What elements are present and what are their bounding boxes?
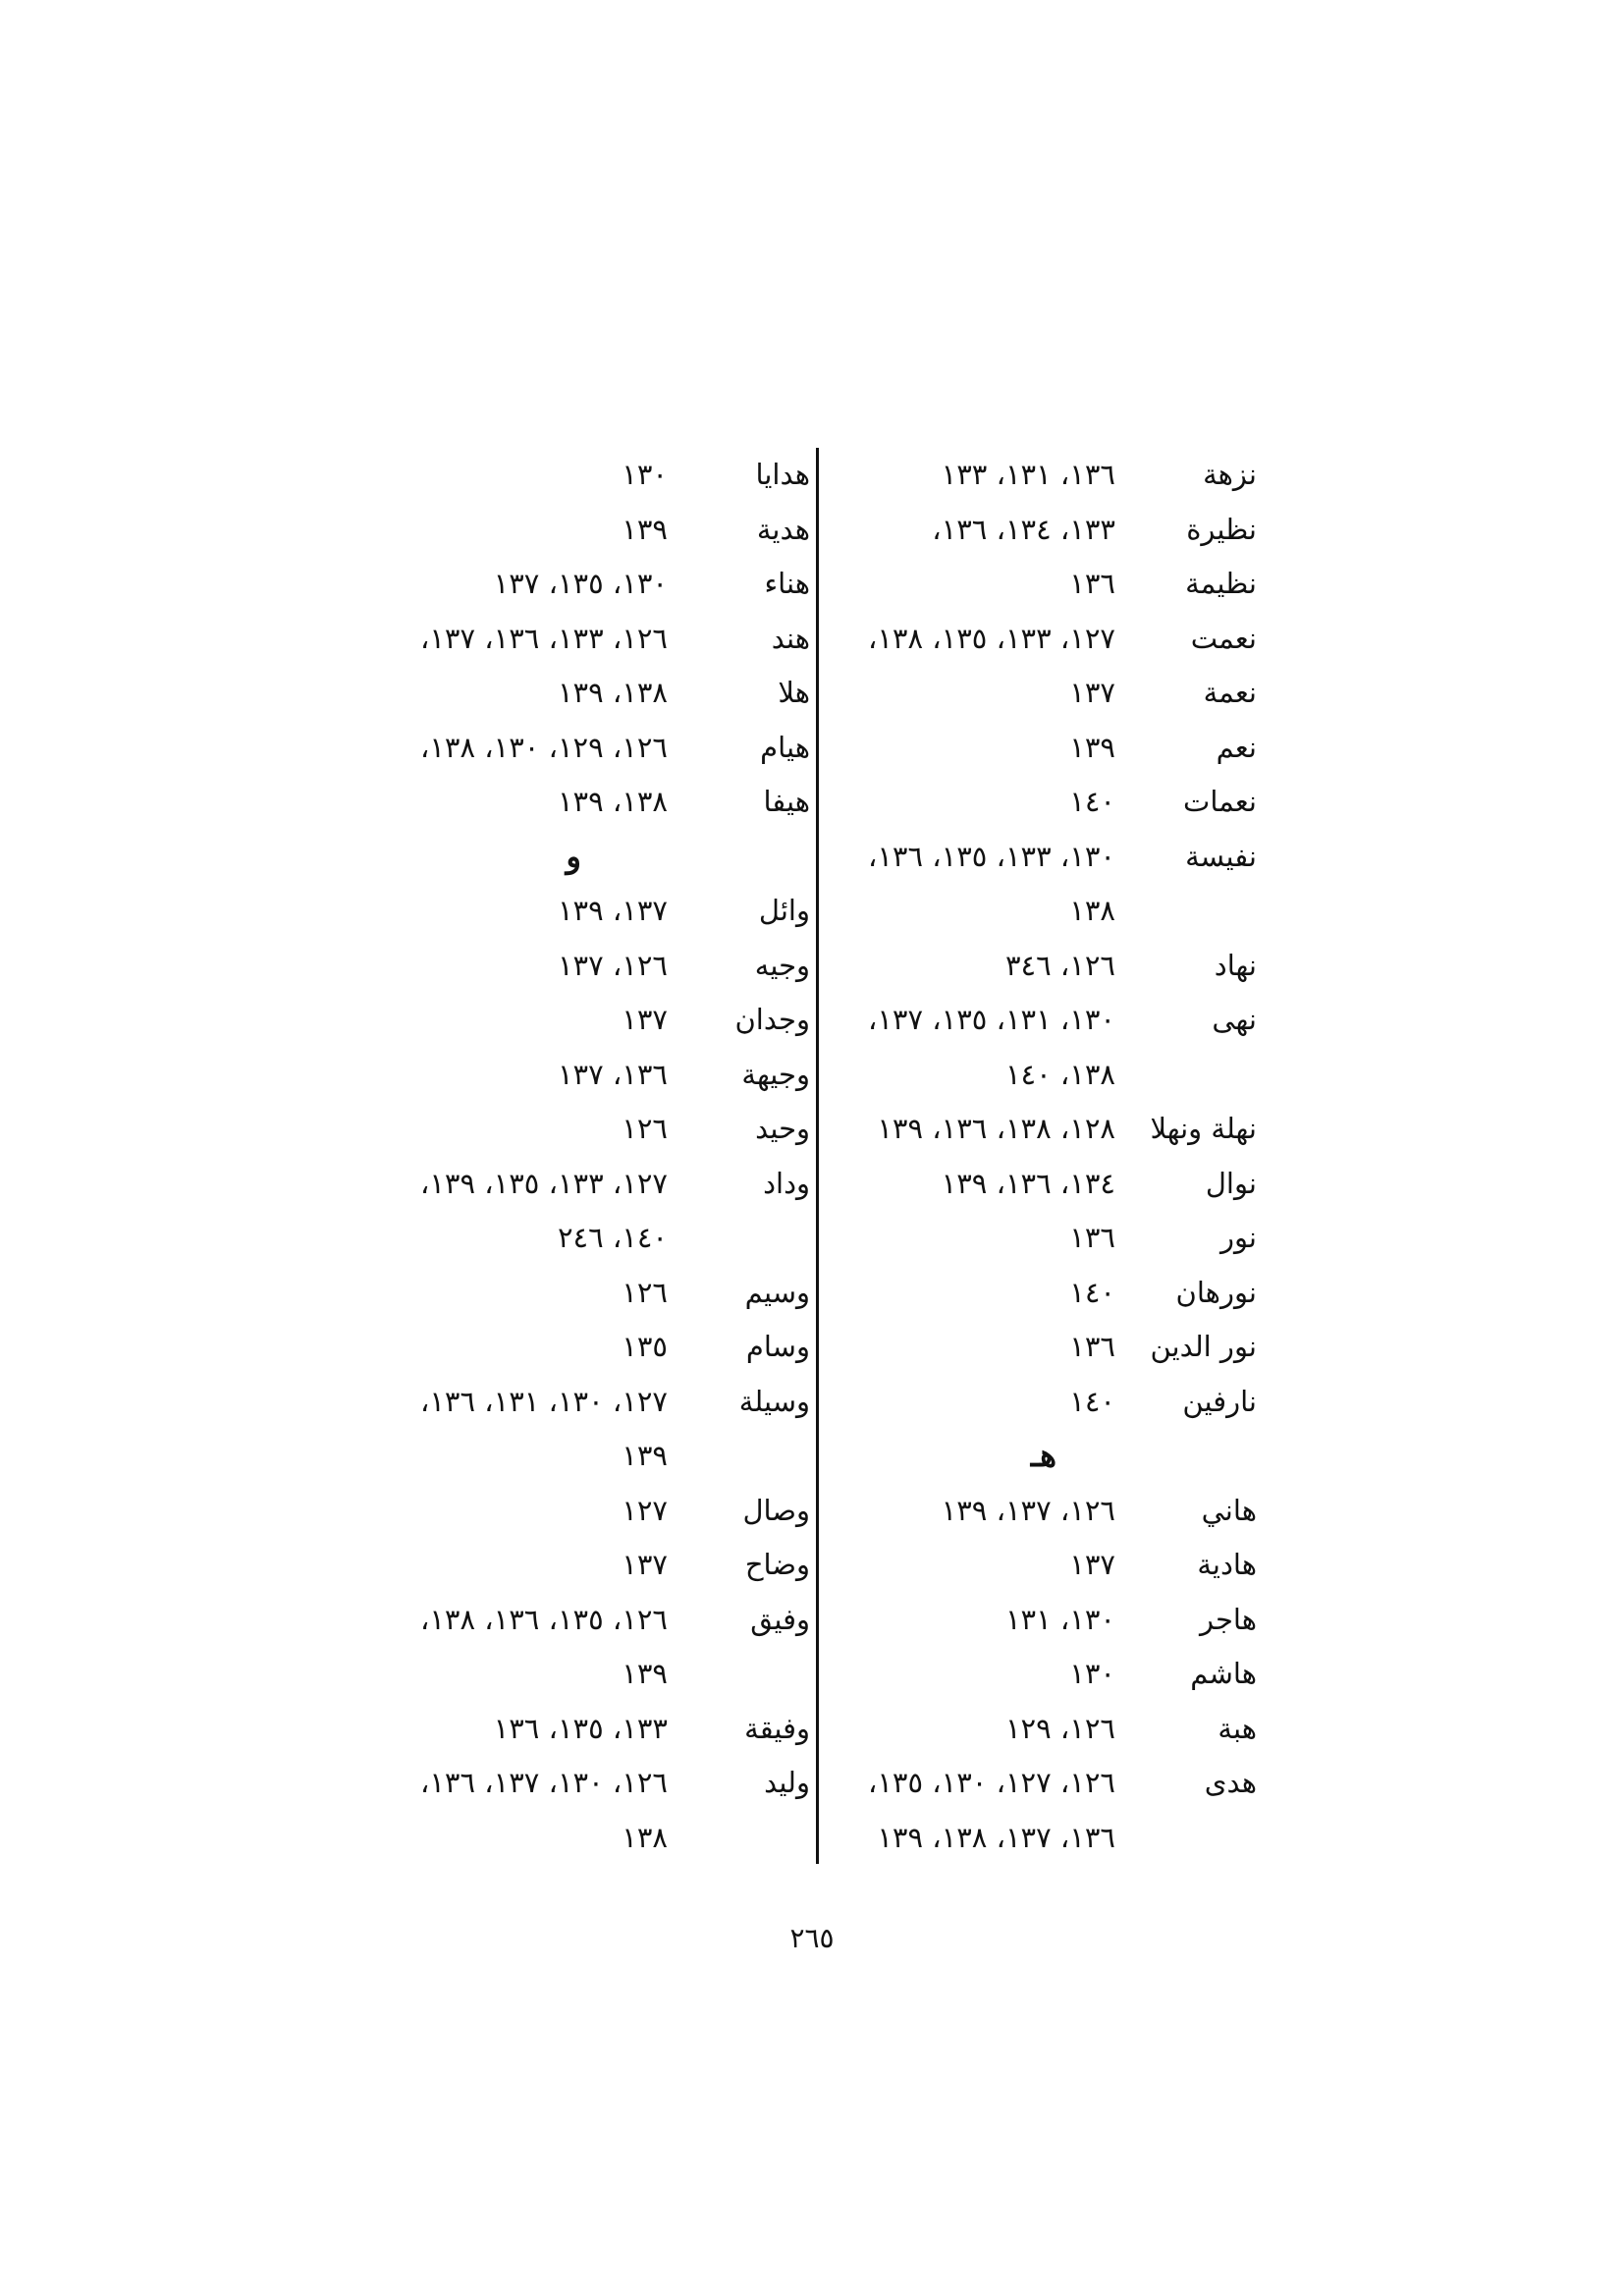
entry-name: هاني <box>1201 1493 1257 1527</box>
entry-name: نهى <box>1212 1003 1257 1036</box>
entry-name: هيفا <box>763 785 810 818</box>
letter-heading <box>844 1429 1257 1484</box>
entry-pages: ١٢٦ <box>622 1112 668 1145</box>
entry-pages: ١٣٠، ١٣٥، ١٣٧ <box>493 567 668 600</box>
index-entry <box>368 884 810 939</box>
entry-name: وليد <box>764 1766 810 1799</box>
entry-pages: ١٣٧ <box>622 1548 668 1581</box>
index-entry <box>844 1811 1257 1866</box>
entry-pages: ١٣٩ <box>622 1657 668 1690</box>
entry-name: هبة <box>1218 1711 1257 1745</box>
entry-name: نوال <box>1205 1166 1257 1200</box>
entry-pages: ١٣٠ <box>622 458 668 491</box>
entry-pages: ١٣٧، ١٣٩ <box>557 894 668 927</box>
entry-pages: ١٢٦، ١٣٧، ١٣٩ <box>941 1493 1115 1527</box>
entry-name: وصال <box>742 1493 810 1527</box>
index-entry <box>844 1266 1257 1321</box>
index-entry <box>844 1702 1257 1757</box>
entry-name: هدية <box>756 512 810 546</box>
index-entry <box>368 1756 810 1811</box>
entry-pages: ١٤٠، ٢٤٦ <box>557 1221 668 1254</box>
index-entry <box>368 1538 810 1593</box>
index-entry <box>368 1593 810 1648</box>
index-entry <box>368 993 810 1048</box>
index-entry <box>368 1157 810 1212</box>
entry-name: هادية <box>1197 1548 1257 1581</box>
index-entry <box>844 557 1257 612</box>
entry-pages: ١٢٧، ١٣٣، ١٣٥، ١٣٨، <box>867 621 1115 655</box>
index-entry <box>844 1647 1257 1702</box>
entry-pages: ١٢٦، ١٣٠، ١٣٧، ١٣٦، <box>419 1766 668 1799</box>
entry-pages: ١٢٦، ١٢٩ <box>1004 1711 1115 1745</box>
index-entry <box>368 503 810 558</box>
index-entry <box>844 1538 1257 1593</box>
index-entry <box>368 557 810 612</box>
entry-pages: ١٣٠، ١٣٣، ١٣٥، ١٣٦، <box>867 839 1115 873</box>
index-entry <box>368 775 810 830</box>
index-entry <box>844 1756 1257 1811</box>
entry-pages: ١٣٥ <box>622 1330 668 1363</box>
entry-name: وجيهة <box>741 1057 810 1091</box>
entry-name: نظيرة <box>1186 512 1257 546</box>
entry-name: هاشم <box>1190 1657 1257 1690</box>
entry-name: هلا <box>778 676 810 709</box>
index-entry <box>368 1375 810 1430</box>
entry-name: نعم <box>1216 730 1257 764</box>
letter-heading <box>368 830 810 885</box>
entry-pages: ١٣٣، ١٣٤، ١٣٦، <box>932 512 1115 546</box>
entry-pages: ١٤٠ <box>1069 785 1115 818</box>
entry-pages: ١٢٧، ١٣٣، ١٣٥، ١٣٩، <box>419 1166 668 1200</box>
index-entry <box>844 775 1257 830</box>
index-entry <box>844 503 1257 558</box>
index-entry <box>844 939 1257 994</box>
entry-pages: ١٣٨، ١٤٠ <box>1004 1057 1115 1091</box>
entry-name: نعمت <box>1190 621 1257 655</box>
index-entry <box>368 1102 810 1157</box>
entry-name: هاجر <box>1199 1602 1257 1636</box>
entry-pages: ١٣٩ <box>622 512 668 546</box>
index-entry <box>368 612 810 667</box>
entry-pages: ١٣٦، ١٣٧، ١٣٨، ١٣٩ <box>877 1820 1115 1854</box>
entry-pages: ١٣٠، ١٣١ <box>1004 1602 1115 1636</box>
entry-name: وضاح <box>744 1548 810 1581</box>
entry-name: هدى <box>1204 1766 1257 1799</box>
index-entry <box>844 884 1257 939</box>
entry-pages: ١٢٨، ١٣٨، ١٣٦، ١٣٩ <box>877 1112 1115 1145</box>
index-entry <box>844 1593 1257 1648</box>
index-entry <box>368 666 810 721</box>
column-divider <box>816 448 819 1864</box>
entry-pages: ١٢٦، ٣٤٦ <box>1004 948 1115 982</box>
index-entry <box>844 721 1257 776</box>
index-entry <box>844 666 1257 721</box>
entry-pages: ١٣٨ <box>622 1820 668 1854</box>
entry-name: وسام <box>745 1330 810 1363</box>
entry-pages: ١٣٠ <box>1069 1657 1115 1690</box>
letter-heading-text: و <box>566 837 581 875</box>
entry-name: نارفين <box>1182 1384 1257 1418</box>
entry-pages: ١٢٧ <box>622 1493 668 1527</box>
entry-pages: ١٢٦، ١٣٥، ١٣٦، ١٣٨، <box>419 1602 668 1636</box>
entry-pages: ١٤٠ <box>1069 1275 1115 1309</box>
entry-pages: ١٣٣، ١٣٥، ١٣٦ <box>493 1711 668 1745</box>
index-entry <box>844 1484 1257 1539</box>
page-number: ٢٦٥ <box>789 1922 835 1954</box>
entry-pages: ١٢٦ <box>622 1275 668 1309</box>
index-entry <box>368 721 810 776</box>
index-entry <box>368 939 810 994</box>
entry-name: وسيلة <box>738 1384 810 1418</box>
entry-pages: ١٣٨ <box>1069 894 1115 927</box>
index-column-left <box>368 448 810 1865</box>
entry-name: وسيم <box>744 1275 810 1309</box>
letter-heading-text: هـ <box>1030 1437 1056 1474</box>
entry-pages: ١٣٩ <box>622 1439 668 1472</box>
index-entry <box>844 448 1257 503</box>
entry-name: هناء <box>764 567 810 600</box>
entry-name: نور الدين <box>1150 1330 1257 1363</box>
entry-pages: ١٢٦، ١٢٩، ١٣٠، ١٣٨، <box>419 730 668 764</box>
index-entry <box>844 830 1257 885</box>
entry-pages: ١٢٦، ١٣٧ <box>557 948 668 982</box>
entry-pages: ١٣٧ <box>1069 676 1115 709</box>
index-entry <box>844 612 1257 667</box>
entry-pages: ١٤٠ <box>1069 1384 1115 1418</box>
entry-name: نور <box>1219 1221 1257 1254</box>
index-entry <box>368 1647 810 1702</box>
index-entry <box>368 1048 810 1103</box>
entry-name: وحيد <box>755 1112 810 1145</box>
entry-name: نهلة ونهلا <box>1150 1112 1257 1145</box>
index-entry <box>368 448 810 503</box>
index-entry <box>368 1429 810 1484</box>
entry-pages: ١٣٠، ١٣١، ١٣٥، ١٣٧، <box>867 1003 1115 1036</box>
entry-name: هيام <box>760 730 810 764</box>
entry-name: وفيق <box>750 1602 810 1636</box>
entry-name: وجدان <box>734 1003 810 1036</box>
entry-name: نهاد <box>1214 948 1257 982</box>
index-entry <box>368 1211 810 1266</box>
entry-name: هدايا <box>755 458 810 491</box>
index-entry <box>844 1048 1257 1103</box>
index-entry <box>368 1484 810 1539</box>
entry-pages: ١٣٧ <box>622 1003 668 1036</box>
entry-pages: ١٣٦ <box>1069 1221 1115 1254</box>
entry-pages: ١٣٤، ١٣٦، ١٣٩ <box>941 1166 1115 1200</box>
entry-name: نعمة <box>1203 676 1257 709</box>
index-entry <box>844 1320 1257 1375</box>
index-entry <box>368 1266 810 1321</box>
index-entry <box>844 993 1257 1048</box>
entry-pages: ١٣٨، ١٣٩ <box>557 676 668 709</box>
entry-pages: ١٢٦، ١٣٣، ١٣٦، ١٣٧، <box>419 621 668 655</box>
entry-pages: ١٣٦، ١٣١، ١٣٣ <box>941 458 1115 491</box>
index-entry <box>368 1702 810 1757</box>
index-entry <box>844 1211 1257 1266</box>
entry-name: وفيقة <box>744 1711 810 1745</box>
index-entry <box>844 1375 1257 1430</box>
entry-pages: ١٣٧ <box>1069 1548 1115 1581</box>
entry-name: هند <box>771 621 810 655</box>
entry-name: وجيه <box>754 948 810 982</box>
entry-name: نورهان <box>1175 1275 1257 1309</box>
index-entry <box>844 1102 1257 1157</box>
entry-pages: ١٢٧، ١٣٠، ١٣١، ١٣٦، <box>419 1384 668 1418</box>
entry-name: وائل <box>758 894 810 927</box>
entry-pages: ١٢٦، ١٢٧، ١٣٠، ١٣٥، <box>867 1766 1115 1799</box>
entry-name: نزهة <box>1203 458 1257 491</box>
entry-name: وداد <box>763 1166 810 1200</box>
entry-name: نعمات <box>1183 785 1257 818</box>
entry-name: نظيمة <box>1185 567 1257 600</box>
entry-pages: ١٣٦ <box>1069 567 1115 600</box>
index-entry <box>368 1811 810 1866</box>
entry-pages: ١٣٦، ١٣٧ <box>557 1057 668 1091</box>
entry-pages: ١٣٩ <box>1069 730 1115 764</box>
entry-name: نفيسة <box>1185 839 1257 873</box>
index-column-right <box>844 448 1257 1865</box>
index-entry <box>368 1320 810 1375</box>
entry-pages: ١٣٦ <box>1069 1330 1115 1363</box>
index-entry <box>844 1157 1257 1212</box>
entry-pages: ١٣٨، ١٣٩ <box>557 785 668 818</box>
